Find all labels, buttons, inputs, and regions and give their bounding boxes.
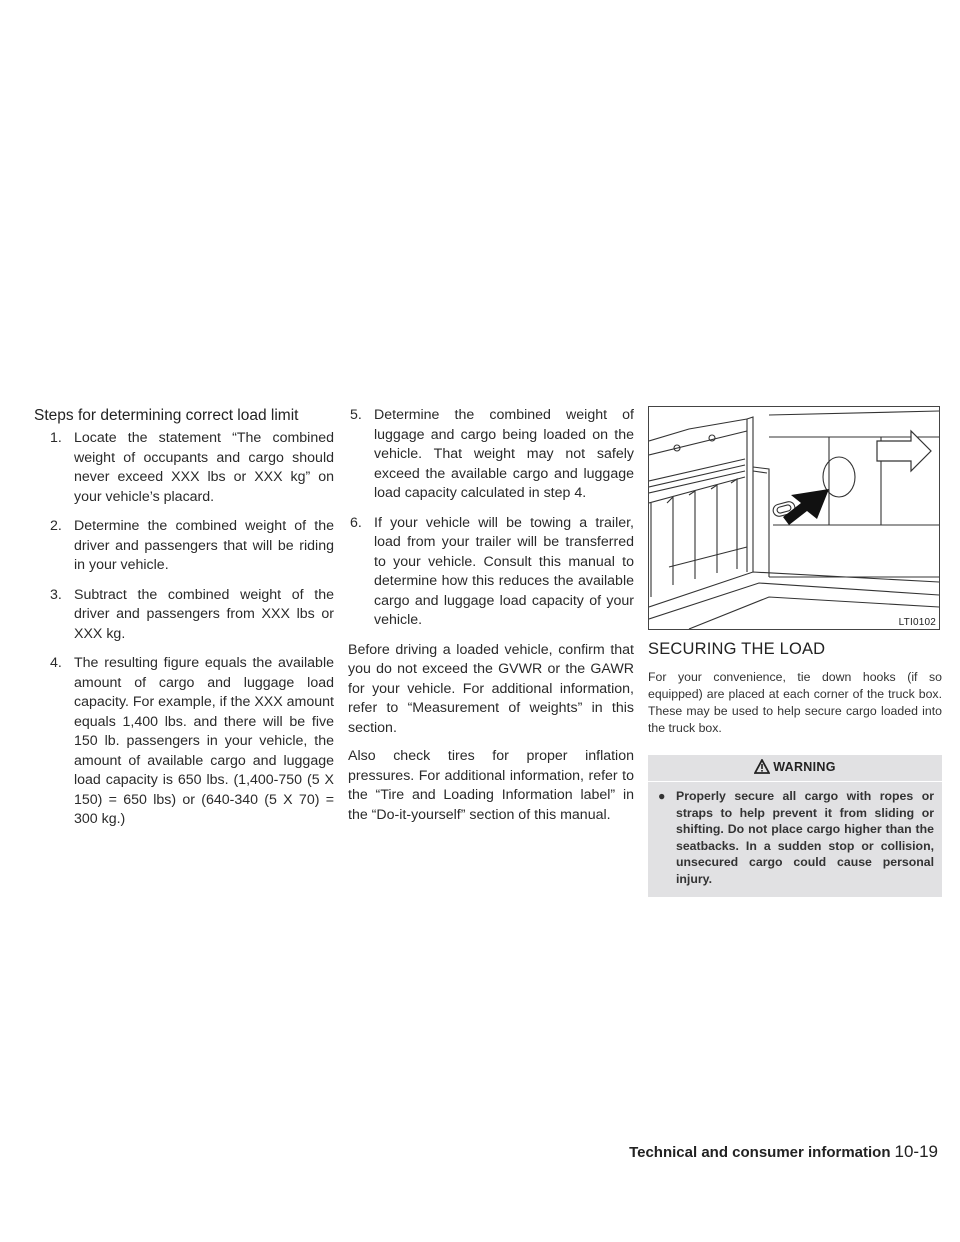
middle-column xyxy=(348,406,634,834)
step-text: Subtract the combined weight of the driver and passengers from XXX lbs or XXX kg. xyxy=(74,586,334,642)
warning-item xyxy=(648,788,942,887)
bullet-icon: ● xyxy=(658,789,666,803)
right-column xyxy=(648,406,942,897)
step-text: Locate the statement “The combined weight of occupants and cargo should never exceed XXX lbs or XXX kg” on your vehicle’s placard. xyxy=(74,430,334,505)
steps-list-2 xyxy=(348,406,634,631)
step-number: 6. xyxy=(350,514,362,531)
truck-bed-drawing xyxy=(649,407,939,629)
truck-bed-illustration xyxy=(648,406,940,630)
securing-intro-text: For your convenience, tie down hooks (if so equipped) are placed at each corner of the truck box. These may be used to help secure cargo loaded into the truck box. xyxy=(648,670,942,735)
step-item xyxy=(348,514,634,631)
step-number: 5. xyxy=(350,407,362,423)
warning-text: Properly secure all cargo with ropes or straps to help prevent it from sliding or shifting. Do not place cargo higher than the seatbacks. In a sudden stop or collision, unsecured cargo could cause personal injury. xyxy=(676,789,934,886)
warning-header xyxy=(648,755,942,781)
step-number: 2. xyxy=(50,518,62,534)
warning-box xyxy=(648,755,942,897)
left-column xyxy=(34,406,334,840)
step-number: 3. xyxy=(50,586,62,603)
step-text: If your vehicle will be towing a trailer, load from your trailer will be transferred to your vehicle. Consult this manual to determine how this reduces the available cargo and luggage load capacity of your vehicle. xyxy=(374,514,634,628)
paragraph-tire-pressure: Also check tires for proper inflation pressures. For additional information, refer to the “Tire and Loading Information label” in the “Do-it-yourself” section of this manual. xyxy=(348,748,634,823)
step-item xyxy=(34,586,334,645)
paragraph-confirm-weights: Before driving a loaded vehicle, confirm that you do not exceed the GVWR or the GAWR for your vehicle. For additional information, refer to “Measurement of weights” in this section. xyxy=(348,641,634,736)
step-text: Determine the combined weight of the driver and passengers that will be riding in your vehicle. xyxy=(74,518,334,573)
warning-divider xyxy=(648,781,942,782)
step-text: The resulting figure equals the available amount of cargo and luggage load capacity. For example, if the XXX amount equals 1,400 lbs. and there will be five 150 lb. passengers in your vehicle, the amount of available cargo and luggage load capacity is 650 lbs. (1,400-750 (5 X 150) = 650 lbs) or (640-340 (5 X 70) = 300 kg.) xyxy=(74,655,334,827)
warning-label: WARNING xyxy=(773,760,836,774)
step-item xyxy=(34,517,334,576)
step-text: Determine the combined weight of luggage and cargo being loaded on the vehicle. That weight may not safely exceed the available cargo and luggage load capacity calculated in step 4. xyxy=(374,407,634,501)
footer-section-title: Technical and consumer information xyxy=(629,1144,891,1161)
section-title: SECURING THE LOAD xyxy=(648,640,826,658)
step-item xyxy=(348,406,634,504)
step-item xyxy=(34,429,334,507)
figure-code: LTI0102 xyxy=(898,617,936,628)
warning-triangle-icon xyxy=(754,759,770,781)
step-number: 4. xyxy=(50,655,62,671)
page-number: 10-19 xyxy=(894,1142,938,1161)
step-item xyxy=(34,654,334,830)
page-footer xyxy=(586,1142,938,1162)
step-number: 1. xyxy=(50,430,62,446)
subheading-load-limit: Steps for determining correct load limit xyxy=(34,407,299,424)
steps-list-1 xyxy=(34,429,334,830)
